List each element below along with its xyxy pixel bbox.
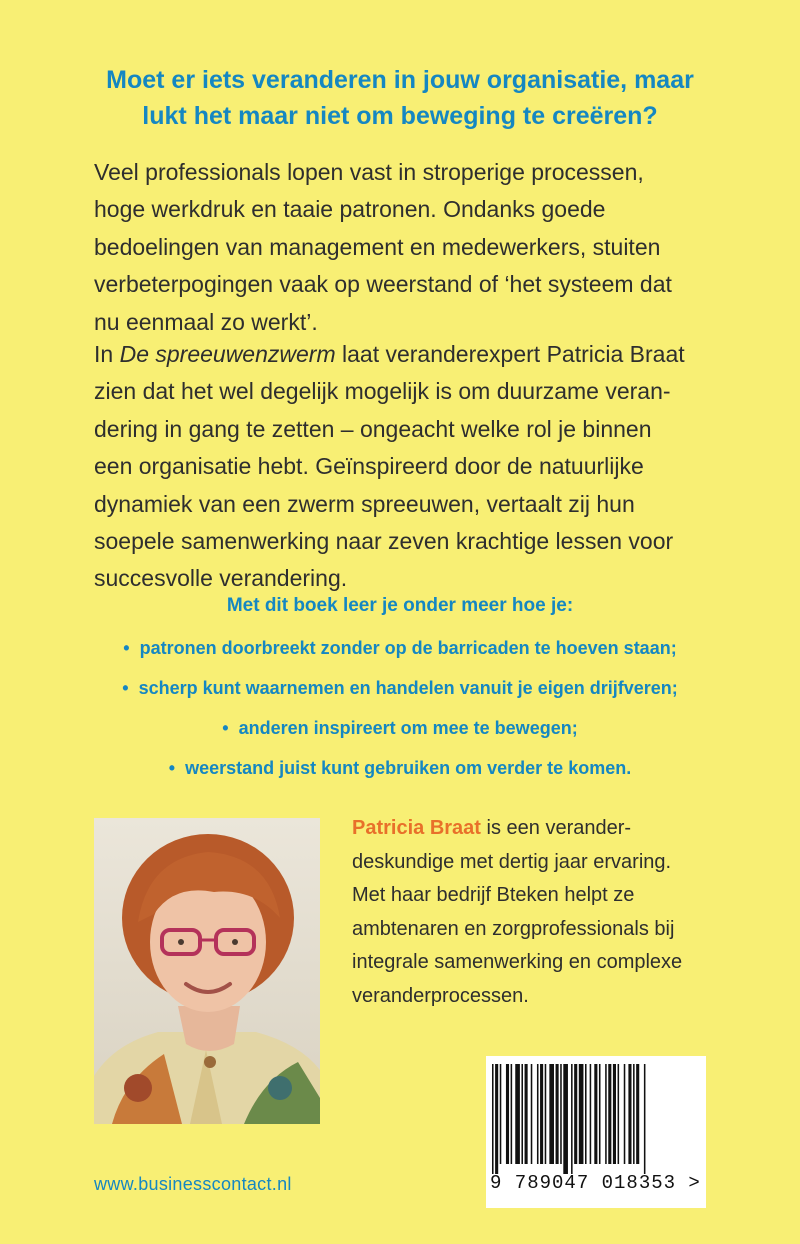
description-in: In	[94, 341, 114, 367]
intro-line: Veel professionals lopen vast in stroperige processen,	[94, 159, 644, 185]
barcode-bar	[495, 1064, 498, 1174]
barcode-bar	[563, 1064, 568, 1174]
author-photo	[94, 818, 320, 1124]
book-title: De spreeuwenzwerm	[119, 341, 336, 367]
headline-line-2: lukt het maar niet om beweging te creëren?	[142, 102, 658, 130]
description-line: succesvolle verandering.	[94, 565, 348, 592]
publisher-url[interactable]: www.businesscontact.nl	[94, 1174, 292, 1194]
barcode-bar	[636, 1064, 639, 1164]
barcode-bar	[624, 1064, 626, 1164]
intro-paragraph	[94, 154, 734, 341]
intro-line: bedoelingen van management en medewerkers, stuiten	[94, 233, 661, 260]
barcode-bar	[644, 1064, 646, 1174]
learn-heading: Met dit boek leer je onder meer hoe je:	[226, 595, 574, 616]
description-line: dering in gang te zetten – ongeacht welke rol je binnen	[94, 415, 652, 442]
barcode-bar	[574, 1064, 577, 1164]
barcode-bar	[531, 1064, 533, 1164]
barcode-bar	[628, 1064, 631, 1164]
learn-item-text: patronen doorbreekt zonder op de barricaden te hoeven staan;	[139, 638, 677, 658]
barcode-bar	[525, 1064, 528, 1164]
barcode-bar	[633, 1064, 635, 1164]
learn-item	[60, 714, 740, 754]
barcode-bar	[506, 1064, 509, 1164]
author-bio-line: deskundige met dertig jaar ervaring.	[352, 850, 672, 873]
headline	[60, 62, 740, 134]
bullet-icon: •	[168, 758, 176, 778]
description-paragraph	[94, 336, 734, 598]
learn-item-text: anderen inspireert om mee te bewegen;	[238, 718, 578, 738]
barcode-bar	[515, 1064, 520, 1164]
bullet-icon: •	[222, 718, 229, 738]
barcode-bar	[500, 1064, 502, 1164]
barcode-bar	[556, 1064, 559, 1164]
barcode-bar	[540, 1064, 543, 1164]
barcode-bar	[492, 1064, 494, 1174]
learn-item	[60, 674, 740, 714]
barcode-bar	[613, 1064, 616, 1164]
intro-line: hoge werkdruk en taaie patronen. Ondanks goede	[94, 196, 606, 223]
author-bio	[352, 812, 732, 1013]
bullet-icon: •	[123, 638, 130, 658]
barcode-bar	[511, 1064, 513, 1164]
author-portrait-illustration	[94, 818, 320, 1124]
barcode-bar	[599, 1064, 601, 1164]
barcode-bar	[585, 1064, 587, 1164]
barcode-bar	[537, 1064, 539, 1164]
barcode-bar	[608, 1064, 611, 1164]
barcode-bar	[560, 1064, 562, 1164]
description-line: soepele samenwerking naar zeven krachtige lessen voor	[94, 528, 674, 555]
barcode-bar	[579, 1064, 584, 1164]
author-bio-line: ambtenaren en zorgprofessionals bij	[352, 917, 675, 940]
barcode-bar	[590, 1064, 592, 1164]
isbn-number: 9 789047 018353 >	[490, 1172, 701, 1194]
learn-item	[60, 634, 740, 674]
author-name: Patricia Braat	[352, 817, 481, 839]
barcode-bar	[618, 1064, 620, 1164]
author-bio-line: integrale samenwerking en complexe	[352, 951, 683, 973]
bullet-icon: •	[122, 678, 129, 698]
description-line: laat veranderexpert Patricia Braat	[342, 341, 685, 367]
author-bio-line: Met haar bedrijf Bteken helpt ze	[352, 884, 635, 906]
learn-item-text: weerstand juist kunt gebruiken om verder te komen.	[185, 758, 632, 778]
barcode-bar	[571, 1064, 573, 1174]
learn-item	[60, 754, 740, 794]
description-line: dynamiek van een zwerm spreeuwen, vertaalt zij hun	[94, 490, 635, 517]
intro-line: verbeterpogingen vaak op weerstand of ‘het systeem dat	[94, 271, 672, 298]
author-bio-line: veranderprocessen.	[352, 984, 529, 1007]
barcode-bar	[594, 1064, 597, 1164]
learn-item-text: scherp kunt waarnemen en handelen vanuit je eigen drijfveren;	[138, 678, 678, 698]
barcode-bar	[545, 1064, 547, 1164]
description-line: zien dat het wel degelijk mogelijk is om duurzame veran-	[94, 378, 671, 405]
headline-line-1: Moet er iets veranderen in jouw organisatie, maar	[106, 66, 694, 94]
learn-list	[60, 634, 740, 794]
barcode-bar	[549, 1064, 554, 1164]
barcode-bar	[605, 1064, 607, 1164]
intro-line: nu eenmaal zo werkt’.	[94, 308, 318, 335]
barcode-bar	[521, 1064, 523, 1164]
description-line: een organisatie hebt. Geïnspireerd door de natuurlijke	[94, 453, 644, 480]
author-bio-line: is een verander-	[480, 817, 632, 839]
